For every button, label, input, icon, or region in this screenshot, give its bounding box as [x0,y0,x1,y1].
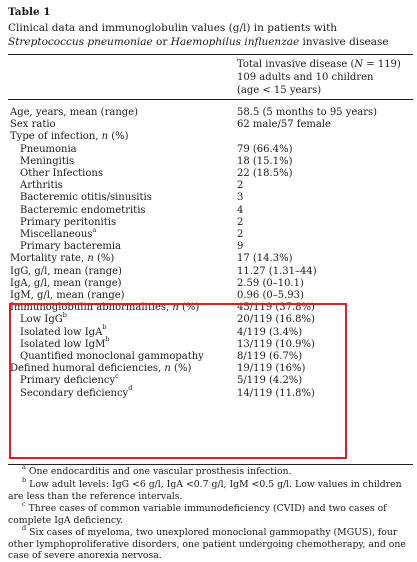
row-value: 79 (66.4%) [237,143,293,155]
row-label: IgM, g/l, mean (range) [10,290,125,301]
table-row [0,290,417,302]
table-row [0,253,417,265]
row-label: IgG, g/l, mean (range) [10,265,122,277]
footnote-b [8,475,412,502]
column-header-line-3: (age < 15 years) [237,85,322,96]
row-value: 2 [237,229,244,240]
row-value: 14/119 (11.8%) [237,387,315,399]
footnote-mark: d [22,523,27,532]
row-label: Secondary deficiency$^d$ [20,384,133,399]
row-value: 19/119 (16%) [237,363,306,375]
header-rule [8,99,413,100]
row-label: Quantified monoclonal gammopathy [20,351,204,362]
table-row [0,278,417,290]
row-value: 2 [237,216,244,228]
row-label: Miscellaneous$^a$ [20,225,97,240]
row-value: 20/119 (16.8%) [237,314,315,326]
header-text: Total invasive disease ( [237,59,355,70]
row-label: Pneumonia [20,143,77,155]
footnote-marker: a [92,225,97,234]
caption-text: or [152,36,171,48]
table-row [0,168,417,180]
table-row [0,107,417,119]
row-value: 4 [237,204,244,216]
table-row [0,266,417,278]
row-label: Primary peritonitis [20,216,117,228]
caption-organism-2: Haemophilus influenzae [170,36,300,48]
row-value: 5/119 (4.2%) [237,375,303,387]
row-value: 58.5 (5 months to 95 years) [237,107,378,118]
row-value: 62 male/57 female [237,119,331,131]
header-n: N [354,59,364,70]
row-value: 0.96 (0–5.93) [237,290,304,301]
row-label: Bacteremic endometritis [20,204,146,216]
footnote-d [8,523,412,562]
table-row [0,156,417,168]
footnote-mark: b [22,475,27,484]
table-row [0,192,417,204]
row-value: 18 (15.1%) [237,155,293,167]
table-row [0,180,417,192]
footnote-marker: d [128,384,133,393]
row-value: 2.59 (0–10.1) [237,277,304,289]
table-row [0,217,417,229]
row-label: Primary deficiency$^c$ [20,372,119,387]
table-row [0,225,417,241]
footnote-marker: b [102,323,107,332]
footnote-text: One endocarditis and one vascular prosthesis infection. [28,466,292,477]
table-row [0,144,417,156]
row-value: 11.27 (1.31–44) [237,265,317,277]
table-caption [8,21,413,49]
row-label: Immunoglobulin abnormalities, n (%) [10,302,200,314]
row-label: Defined humoral deficiencies, n (%) [10,363,192,375]
table-row [0,241,417,253]
footnote-mark: a [22,462,26,471]
caption-text: Clinical data and immunoglobulin values (g/l) in patients with [8,22,338,34]
table-row [0,131,417,143]
top-rule [8,54,413,55]
row-label: Age, years, mean (range) [10,107,138,118]
row-label: Primary bacteremia [20,241,122,253]
row-value: 45/119 (37.8%) [237,302,315,314]
row-label: Meningitis [20,155,75,167]
row-label: Mortality rate, n (%) [10,253,115,265]
column-header-line-2: 109 adults and 10 children [237,72,374,83]
row-value: 8/119 (6.7%) [237,351,303,362]
header-text: = 119) [363,59,401,70]
footnote-marker: b [105,335,110,344]
row-label: Low IgG$^b$ [20,311,67,326]
footnote-text: Six cases of myeloma, two unexplored monoclonal gammopathy (MGUS), four other lymphoproliferative disorders, one patient undergoing chemotherapy, and one case of severe anorexia nervosa. [8,527,406,561]
row-label: Isolated low IgM$^b$ [20,335,110,350]
footnote-a [8,462,412,478]
bottom-rule [8,464,413,465]
row-value: 4/119 (3.4%) [237,326,303,338]
footnote-text: Three cases of common variable immunodeficiency (CVID) and two cases of complete IgA deficiency. [8,503,387,526]
row-label: Arthritis [20,180,63,192]
table-row [0,119,417,131]
row-label: Other Infections [20,168,103,179]
column-header-line-1 [237,58,401,71]
highlight-box [9,303,347,459]
row-label: Bacteremic otitis/sinusitis [20,192,152,204]
row-value: 22 (18.5%) [237,168,293,179]
row-value: 2 [237,180,244,192]
row-value: 17 (14.3%) [237,253,293,265]
table-label: Table 1 [8,6,51,18]
column-header [237,58,401,97]
footnote-mark: c [22,499,26,508]
footnote-marker: c [115,372,119,381]
footnote-c [8,499,412,526]
row-value: 3 [237,192,244,204]
row-value: 9 [237,241,244,253]
table-row [0,205,417,217]
row-label: Isolated low IgA$^b$ [20,323,107,338]
caption-text: invasive disease [299,36,389,48]
row-label: Sex ratio [10,119,56,131]
footnote-text: Low adult levels: IgG <6 g/l, IgA <0.7 g/l, IgM <0.5 g/l. Low values in children are less than the reference intervals. [8,479,402,502]
row-label: IgA, g/l, mean (range) [10,277,122,289]
caption-organism-1: Streptococcus pneumoniae [8,36,153,48]
footnote-marker: b [62,311,67,320]
row-label: Type of infection, n (%) [10,131,129,143]
row-value: 13/119 (10.9%) [237,338,315,350]
